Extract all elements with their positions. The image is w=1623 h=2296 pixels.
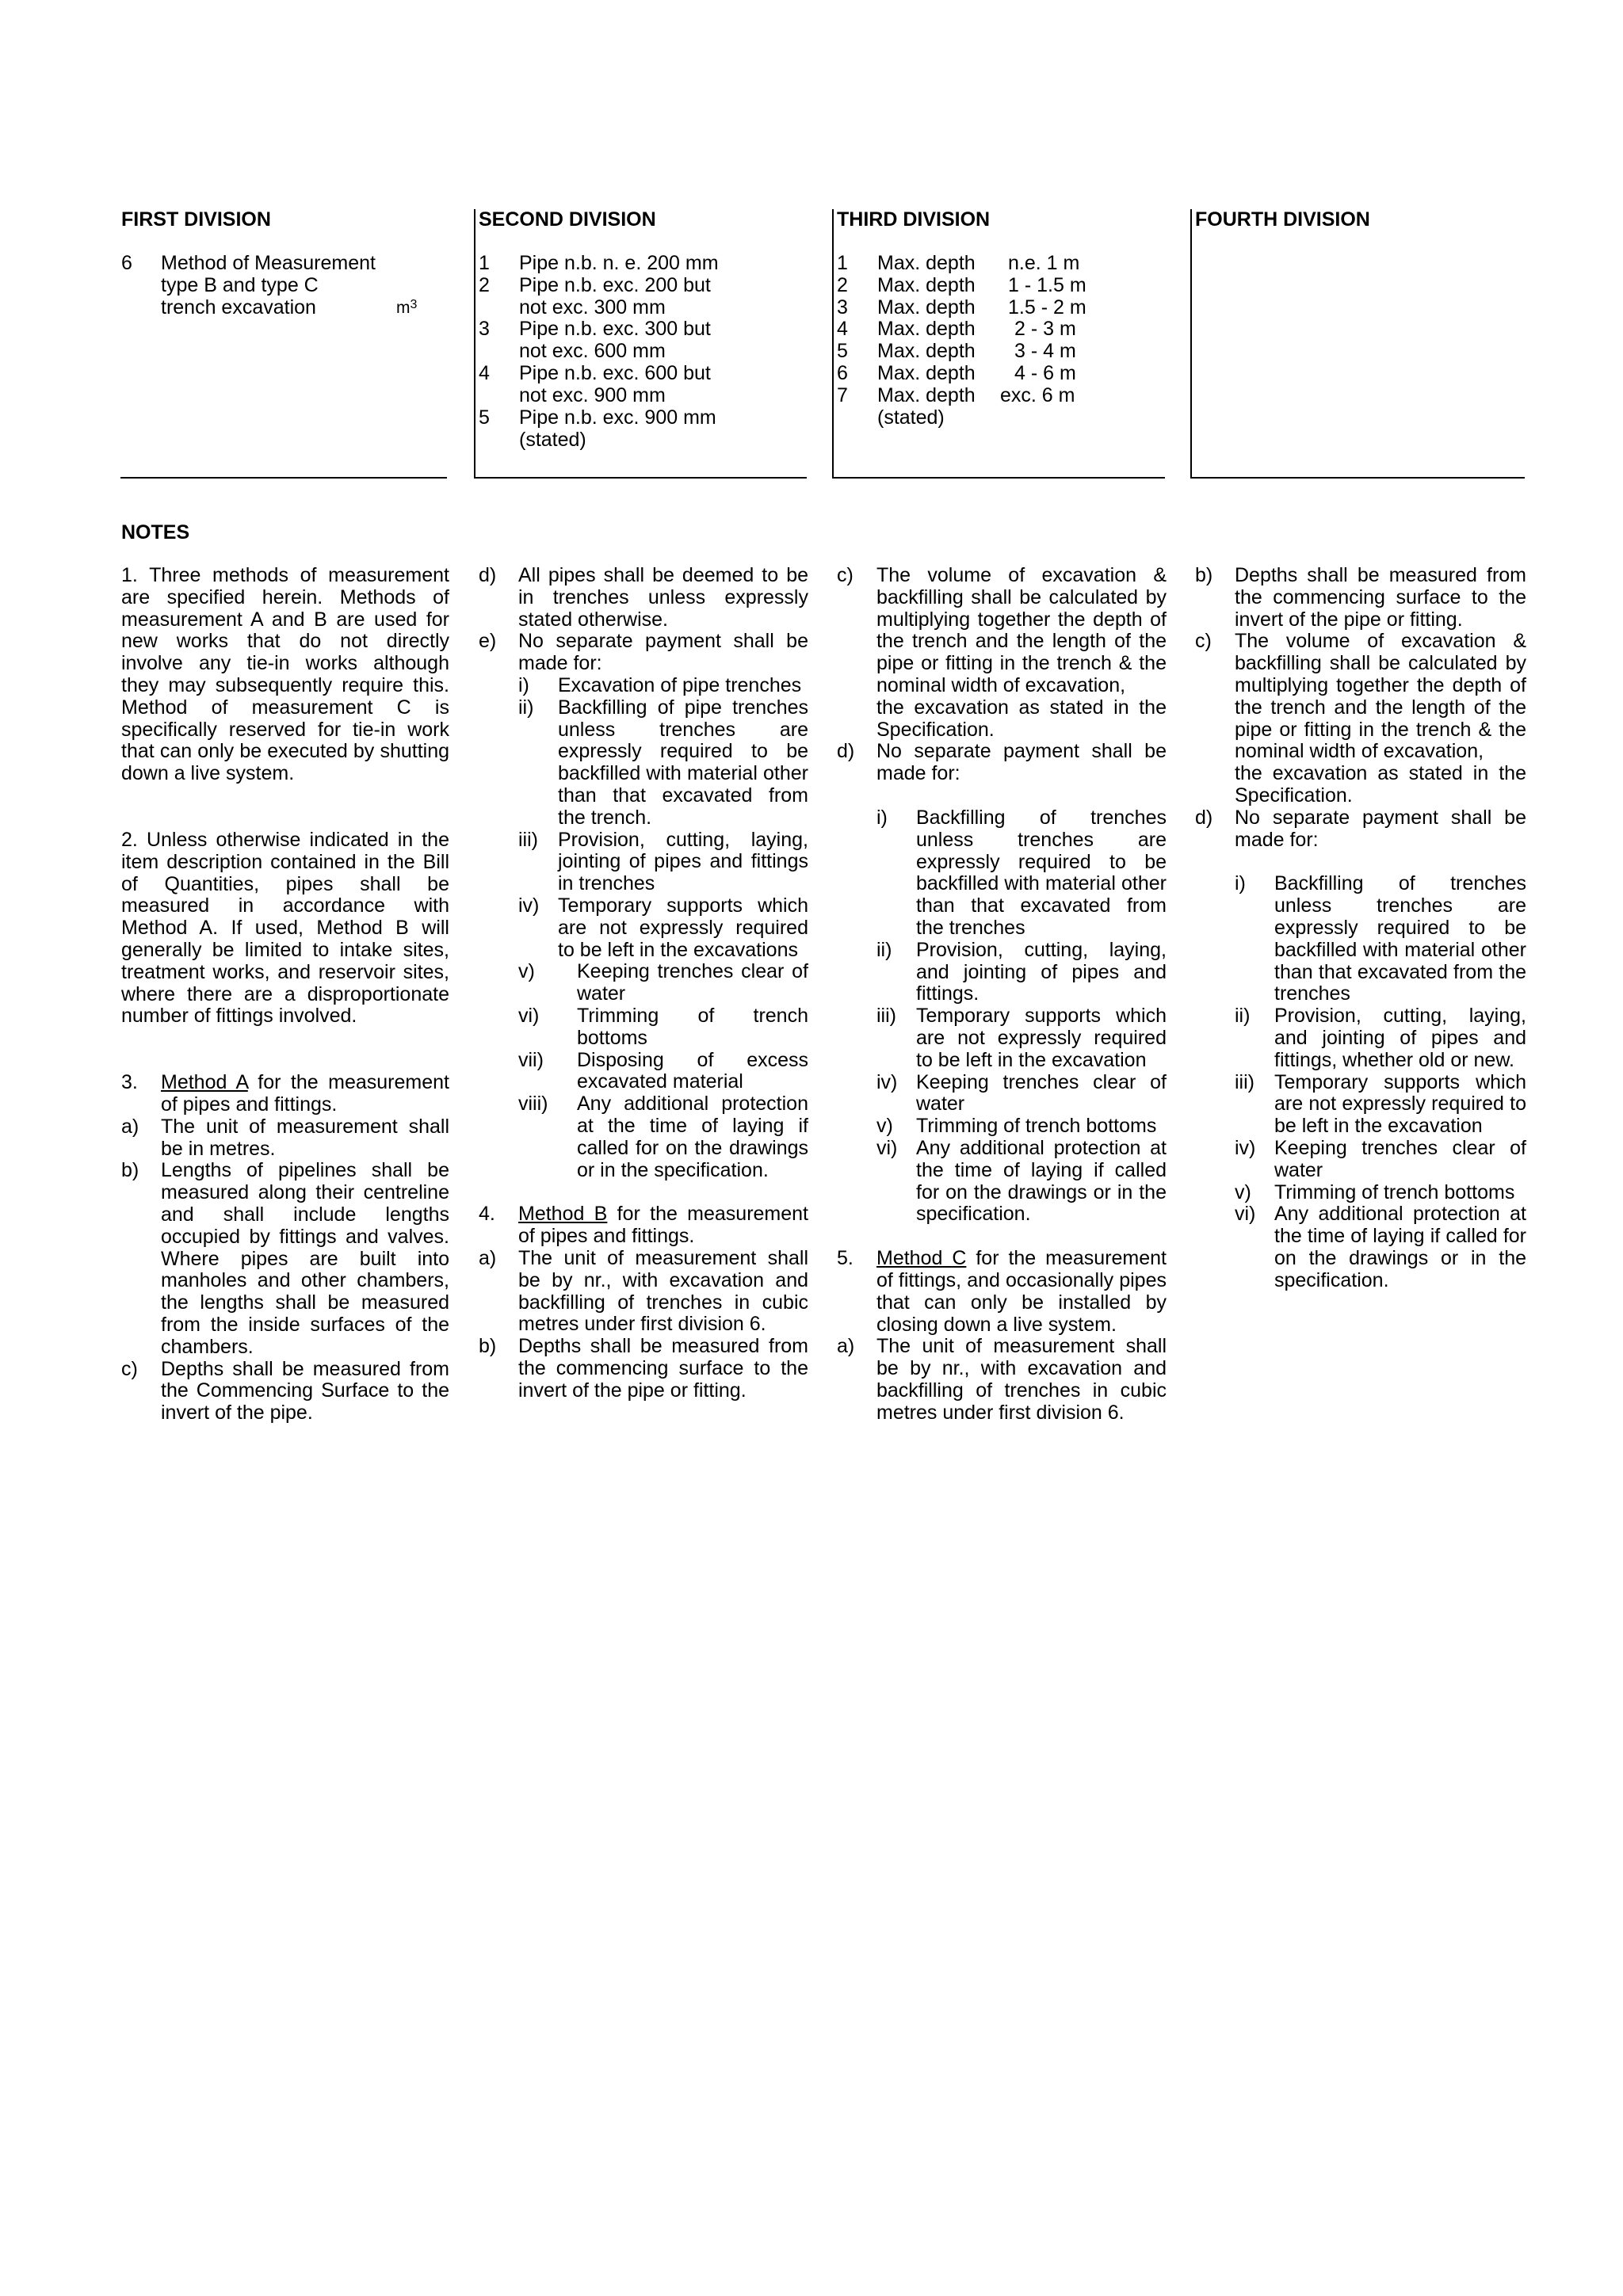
list-item: a) The unit of measurement shall be by nr., with excavation and backfilling of trenches in cubic metres under first division 6. — [837, 1335, 1167, 1424]
method-c-label: Method C — [876, 1247, 967, 1270]
list-item: b) Lengths of pipelines shall be measured along their centreline and shall include lengths occupied by fittings and valves. Where pipes are built into manholes and other chambers, the lengths shall be measured from the inside surfaces of the chambers. — [121, 1159, 449, 1358]
unit-label: $m^3$ — [396, 298, 418, 317]
sub-list-item: ii) Provision, cutting, laying, and jointing of pipes and fittings. — [876, 938, 1167, 1005]
list-item: d) All pipes shall be deemed to be in trenches unless expressly stated otherwise. — [479, 564, 808, 631]
item-description: (stated) — [519, 429, 586, 451]
item-number: 3 — [479, 318, 490, 340]
depth-range: 3 - 4 m — [1014, 340, 1076, 362]
item-description: Pipe n.b. exc. 200 but — [519, 274, 711, 296]
list-item: b) Depths shall be measured from the commencing surface to the invert of the pipe or fitting. — [1195, 564, 1526, 631]
item-description: not exc. 600 mm — [519, 340, 666, 362]
item-description: trench excavation — [161, 296, 316, 318]
item-description: not exc. 900 mm — [519, 384, 666, 406]
item-number: 4 — [837, 318, 848, 340]
divider-line — [832, 209, 834, 479]
third-division-title: THIRD DIVISION — [837, 208, 991, 231]
item-number: 2 — [479, 274, 490, 296]
note-2: 2. Unless otherwise indicated in the item description contained in the Bill of Quantities, pipes shall be measured in accordance with Method A. If used, Method B will generally be limited to intake sites, treatment works, and reservoir sites, where there are a disproportionate number of fittings involved. — [121, 828, 449, 1028]
notes-title: NOTES — [121, 521, 190, 543]
sub-list — [837, 807, 1167, 1226]
divider-line — [1190, 477, 1525, 479]
list-item: d) No separate payment shall be made for: — [837, 740, 1167, 785]
depth-range: 2 - 3 m — [1014, 318, 1076, 340]
item-description: not exc. 300 mm — [519, 296, 666, 318]
list-item: a) The unit of measurement shall be in metres. — [121, 1115, 449, 1160]
depth-range: exc. 6 m — [1000, 384, 1075, 406]
depth-label: Max. depth — [877, 362, 976, 384]
first-division-title: FIRST DIVISION — [121, 208, 271, 231]
sub-list-item: ii) Provision, cutting, laying, and jointing of pipes and fittings, whether old or new. — [1235, 1005, 1526, 1071]
method-b-label: Method B — [518, 1203, 608, 1226]
list-item: c) Depths shall be measured from the Commencing Surface to the invert of the pipe. — [121, 1357, 449, 1425]
sub-list-item: i) Excavation of pipe trenches — [518, 673, 802, 696]
notes-column-1 — [121, 565, 449, 1425]
item-number: 6 — [837, 362, 848, 384]
sub-list-item: viii) Any additional protection at the time of laying if called for on the drawings or in the specification. — [518, 1093, 808, 1181]
notes-column-3 — [837, 565, 1167, 1424]
sub-list-item: vi) Any additional protection at the time of laying if called for on the drawings or in the specification. — [876, 1136, 1167, 1226]
sub-list-item: ii) Backfilling of pipe trenches unless trenches are expressly required to be backfilled with material other than that excavated from the trench. — [518, 696, 808, 829]
note-4-heading: 4. Method B for the measurement of pipes and fittings. — [479, 1203, 808, 1248]
notes-column-2 — [479, 565, 808, 1402]
sub-list-item: iii) Temporary supports which are not expressly required to be left in the excavation — [1235, 1070, 1526, 1138]
note-1: 1. Three methods of measurement are specified herein. Methods of measurement A and B are used for new works that do not directly involve any tie-in works although they may subsequently require this. Method of measurement C is specifically reserved for tie-in work that can only be executed by shutting down a live system. — [121, 564, 449, 785]
note-5-heading: 5. Method C for the measurement of fittings, and occasionally pipes that can only be installed by closing down a live system. — [837, 1247, 1167, 1336]
method-a-label: Method A — [161, 1071, 248, 1094]
depth-label: Max. depth — [877, 340, 976, 362]
divider-line — [474, 477, 807, 479]
divider-line — [832, 477, 1165, 479]
item-description: Pipe n.b. n. e. 200 mm — [519, 252, 719, 274]
sub-list-item: i) Backfilling of trenches unless trenches are expressly required to be backfilled with material other than that excavated from the trenches — [1235, 872, 1526, 1005]
item-number: 5 — [479, 406, 490, 429]
sub-list-item: vi) Any additional protection at the time of laying if called for on the drawings or in the specification. — [1235, 1203, 1526, 1291]
sub-list-item: iii) Temporary supports which are not expressly required to be left in the excavation — [876, 1005, 1167, 1071]
depth-range: 1 - 1.5 m — [1008, 274, 1086, 296]
item-number: 1 — [479, 252, 490, 274]
item-number: 5 — [837, 340, 848, 362]
item-description: Pipe n.b. exc. 300 but — [519, 318, 711, 340]
sub-list-item: iv) Temporary supports which are not expressly required to be left in the excavations — [518, 894, 808, 961]
note-3-heading: 3. Method A for the measurement of pipes and fittings. — [121, 1071, 449, 1116]
item-description: Pipe n.b. exc. 600 but — [519, 362, 711, 384]
sub-list-item: iii) Provision, cutting, laying, jointing of pipes and fittings in trenches — [518, 828, 808, 895]
sub-list-item: v) Trimming of trench bottoms — [876, 1115, 1157, 1138]
depth-range: 1.5 - 2 m — [1008, 296, 1086, 318]
list-item: c) The volume of excavation & backfilling shall be calculated by multiplying together the depth of the trench and the length of the pipe or fitting in the trench & the nominal width of excavation, the excavation as stated in the Specification. — [837, 564, 1167, 741]
item-number: 7 — [837, 384, 848, 406]
depth-label: Max. depth — [877, 318, 976, 340]
notes-column-4 — [1195, 565, 1526, 1292]
sub-list — [479, 675, 808, 1181]
item-description: Method of Measurement — [161, 252, 376, 274]
depth-label: Max. depth — [877, 274, 976, 296]
divider-line — [474, 209, 475, 479]
fourth-division-title: FOURTH DIVISION — [1195, 208, 1370, 231]
depth-label: Max. depth — [877, 384, 976, 406]
item-number: 2 — [837, 274, 848, 296]
item-description: type B and type C — [161, 274, 319, 296]
divider-line — [120, 477, 447, 479]
sub-list-item: vi) Trimming of trench bottoms — [518, 1004, 808, 1049]
sub-list-item: v) Keeping trenches clear of water — [518, 960, 808, 1005]
item-description: Pipe n.b. exc. 900 mm — [519, 406, 716, 429]
sub-list-item: v) Trimming of trench bottoms — [1235, 1180, 1515, 1203]
sub-list — [1195, 873, 1526, 1291]
stated-note: (stated) — [877, 406, 945, 429]
item-number: 3 — [837, 296, 848, 318]
item-number: 4 — [479, 362, 490, 384]
second-division-title: SECOND DIVISION — [479, 208, 656, 231]
list-item: b) Depths shall be measured from the commencing surface to the invert of the pipe or fitting. — [479, 1335, 808, 1402]
sub-list-item: i) Backfilling of trenches unless trenches are expressly required to be backfilled with material other than that excavated from the trenches — [876, 806, 1167, 939]
list-item: c) The volume of excavation & backfilling shall be calculated by multiplying together the depth of the trench and the length of the pipe or fitting in the trench & the nominal width of excavation, the excavation as stated in the Specification. — [1195, 630, 1526, 807]
item-number: 6 — [121, 252, 132, 274]
divider-line — [1190, 209, 1192, 479]
depth-label: Max. depth — [877, 296, 976, 318]
depth-range: n.e. 1 m — [1008, 252, 1080, 274]
depth-range: 4 - 6 m — [1014, 362, 1076, 384]
list-item: a) The unit of measurement shall be by nr., with excavation and backfilling of trenches in cubic metres under first division 6. — [479, 1246, 808, 1336]
list-item: e) No separate payment shall be made for: — [479, 630, 808, 675]
item-number: 1 — [837, 252, 848, 274]
depth-label: Max. depth — [877, 252, 976, 274]
list-item: d) No separate payment shall be made for: — [1195, 806, 1526, 851]
sub-list-item: vii) Disposing of excess excavated material — [518, 1048, 808, 1093]
sub-list-item: iv) Keeping trenches clear of water — [876, 1070, 1167, 1116]
sub-list-item: iv) Keeping trenches clear of water — [1235, 1136, 1526, 1181]
